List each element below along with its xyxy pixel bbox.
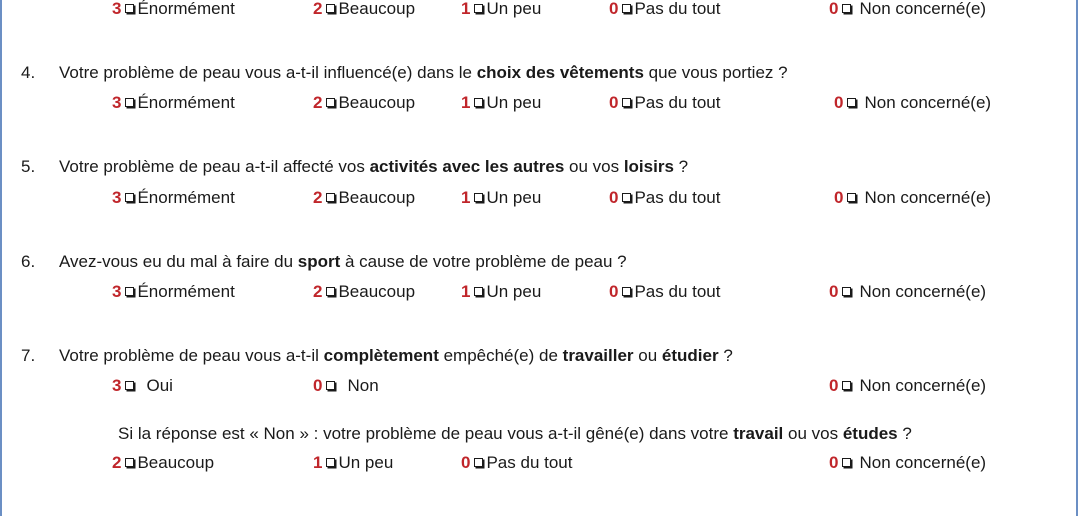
q7b-option-3[interactable]	[461, 453, 572, 473]
checkbox-icon[interactable]	[125, 458, 134, 467]
question-text: Votre problème de peau vous a-t-il complètement empêché(e) de travailler ou étudier ?	[59, 346, 733, 365]
question-number: 4.	[21, 63, 36, 82]
option-label: Un peu	[486, 93, 542, 112]
option-score: 3	[112, 0, 122, 18]
option-label: Un peu	[486, 282, 542, 301]
q4-option-non-concerne[interactable]	[834, 93, 991, 113]
option-label: Énormément	[137, 188, 235, 207]
q5-option-1[interactable]	[112, 188, 235, 208]
option-score: 0	[609, 188, 619, 207]
option-label: Pas du tout	[634, 282, 721, 301]
q6-option-non-concerne[interactable]	[829, 282, 986, 302]
q6-option-3[interactable]	[461, 282, 541, 302]
option-label: Beaucoup	[338, 0, 416, 18]
checkbox-icon[interactable]	[326, 381, 335, 390]
option-label: Pas du tout	[486, 453, 573, 472]
q5-option-non-concerne[interactable]	[834, 188, 991, 208]
option-label: Un peu	[486, 0, 542, 18]
option-label: Non concerné(e)	[864, 188, 992, 207]
checkbox-icon[interactable]	[847, 193, 856, 202]
option-score: 3	[112, 282, 122, 301]
option-score: 3	[112, 188, 122, 207]
option-label: Non concerné(e)	[859, 0, 987, 18]
q4-option-4[interactable]	[609, 93, 720, 113]
checkbox-icon[interactable]	[842, 4, 851, 13]
question-text: Votre problème de peau vous a-t-il influencé(e) dans le choix des vêtements que vous portiez ?	[59, 63, 788, 82]
question-text: Votre problème de peau a-t-il affecté vos activités avec les autres ou vos loisirs ?	[59, 157, 689, 176]
checkbox-icon[interactable]	[326, 458, 335, 467]
option-score: 3	[112, 376, 122, 395]
option-label: Énormément	[137, 0, 235, 18]
option-score: 0	[829, 0, 839, 18]
checkbox-icon[interactable]	[474, 4, 483, 13]
q5-option-2[interactable]	[313, 188, 415, 208]
checkbox-icon[interactable]	[125, 381, 134, 390]
option-label: Un peu	[338, 453, 394, 472]
checkbox-icon[interactable]	[622, 193, 631, 202]
option-label: Non concerné(e)	[859, 282, 987, 301]
q3-option-1[interactable]	[112, 0, 235, 19]
option-label: Un peu	[486, 188, 542, 207]
checkbox-icon[interactable]	[622, 287, 631, 296]
checkbox-icon[interactable]	[326, 287, 335, 296]
option-score: 0	[834, 188, 844, 207]
option-label: Non concerné(e)	[864, 93, 992, 112]
q7-option-non[interactable]	[313, 376, 379, 396]
option-label: Énormément	[137, 282, 235, 301]
option-score: 1	[461, 93, 471, 112]
question-text: Si la réponse est « Non » : votre problème de peau vous a-t-il gêné(e) dans votre travail ou vos études ?	[118, 424, 912, 443]
question-number: 5.	[21, 157, 36, 176]
option-score: 0	[609, 282, 619, 301]
q7b-option-1[interactable]	[112, 453, 214, 473]
checkbox-icon[interactable]	[474, 193, 483, 202]
checkbox-icon[interactable]	[842, 287, 851, 296]
q7-option-non-concerne[interactable]	[829, 376, 986, 396]
q6-option-2[interactable]	[313, 282, 415, 302]
q7b-option-2[interactable]	[313, 453, 393, 473]
option-score: 1	[313, 453, 323, 472]
checkbox-icon[interactable]	[474, 287, 483, 296]
option-score: 0	[313, 376, 323, 395]
q4-option-3[interactable]	[461, 93, 541, 113]
q3-option-3[interactable]	[461, 0, 541, 19]
checkbox-icon[interactable]	[474, 98, 483, 107]
option-label: Énormément	[137, 93, 235, 112]
option-score: 0	[461, 453, 471, 472]
option-score: 2	[313, 93, 323, 112]
checkbox-icon[interactable]	[326, 193, 335, 202]
option-score: 0	[609, 93, 619, 112]
q7b-option-non-concerne[interactable]	[829, 453, 986, 473]
option-label: Pas du tout	[634, 188, 721, 207]
page-border-left	[0, 0, 2, 516]
q5-option-3[interactable]	[461, 188, 541, 208]
q3-option-non-concerne[interactable]	[829, 0, 986, 19]
option-score: 0	[829, 453, 839, 472]
checkbox-icon[interactable]	[474, 458, 483, 467]
option-score: 0	[829, 376, 839, 395]
option-label: Beaucoup	[338, 282, 416, 301]
q4-option-1[interactable]	[112, 93, 235, 113]
q5-option-4[interactable]	[609, 188, 720, 208]
checkbox-icon[interactable]	[622, 4, 631, 13]
checkbox-icon[interactable]	[847, 98, 856, 107]
checkbox-icon[interactable]	[842, 381, 851, 390]
option-label: Pas du tout	[634, 0, 721, 18]
q7-option-oui[interactable]	[112, 376, 173, 396]
q3-option-4[interactable]	[609, 0, 720, 19]
option-score: 0	[609, 0, 619, 18]
q4-option-2[interactable]	[313, 93, 415, 113]
option-label: Non	[347, 376, 379, 395]
checkbox-icon[interactable]	[622, 98, 631, 107]
option-label: Non concerné(e)	[859, 376, 987, 395]
q3-option-2[interactable]	[313, 0, 415, 19]
option-score: 2	[313, 188, 323, 207]
option-score: 2	[313, 282, 323, 301]
question-number: 7.	[21, 346, 36, 365]
checkbox-icon[interactable]	[326, 4, 335, 13]
question-text: Avez-vous eu du mal à faire du sport à cause de votre problème de peau ?	[59, 252, 627, 271]
option-score: 1	[461, 188, 471, 207]
option-label: Pas du tout	[634, 93, 721, 112]
q6-option-1[interactable]	[112, 282, 235, 302]
option-label: Beaucoup	[338, 93, 416, 112]
option-score: 2	[112, 453, 122, 472]
checkbox-icon[interactable]	[125, 4, 134, 13]
option-score: 0	[829, 282, 839, 301]
q6-option-4[interactable]	[609, 282, 720, 302]
checkbox-icon[interactable]	[125, 193, 134, 202]
checkbox-icon[interactable]	[842, 458, 851, 467]
question-number: 6.	[21, 252, 36, 271]
option-label: Beaucoup	[137, 453, 215, 472]
checkbox-icon[interactable]	[125, 98, 134, 107]
checkbox-icon[interactable]	[125, 287, 134, 296]
option-score: 1	[461, 0, 471, 18]
option-score: 0	[834, 93, 844, 112]
option-score: 2	[313, 0, 323, 18]
option-label: Beaucoup	[338, 188, 416, 207]
option-score: 1	[461, 282, 471, 301]
checkbox-icon[interactable]	[326, 98, 335, 107]
option-label: Non concerné(e)	[859, 453, 987, 472]
option-score: 3	[112, 93, 122, 112]
option-label: Oui	[146, 376, 173, 395]
